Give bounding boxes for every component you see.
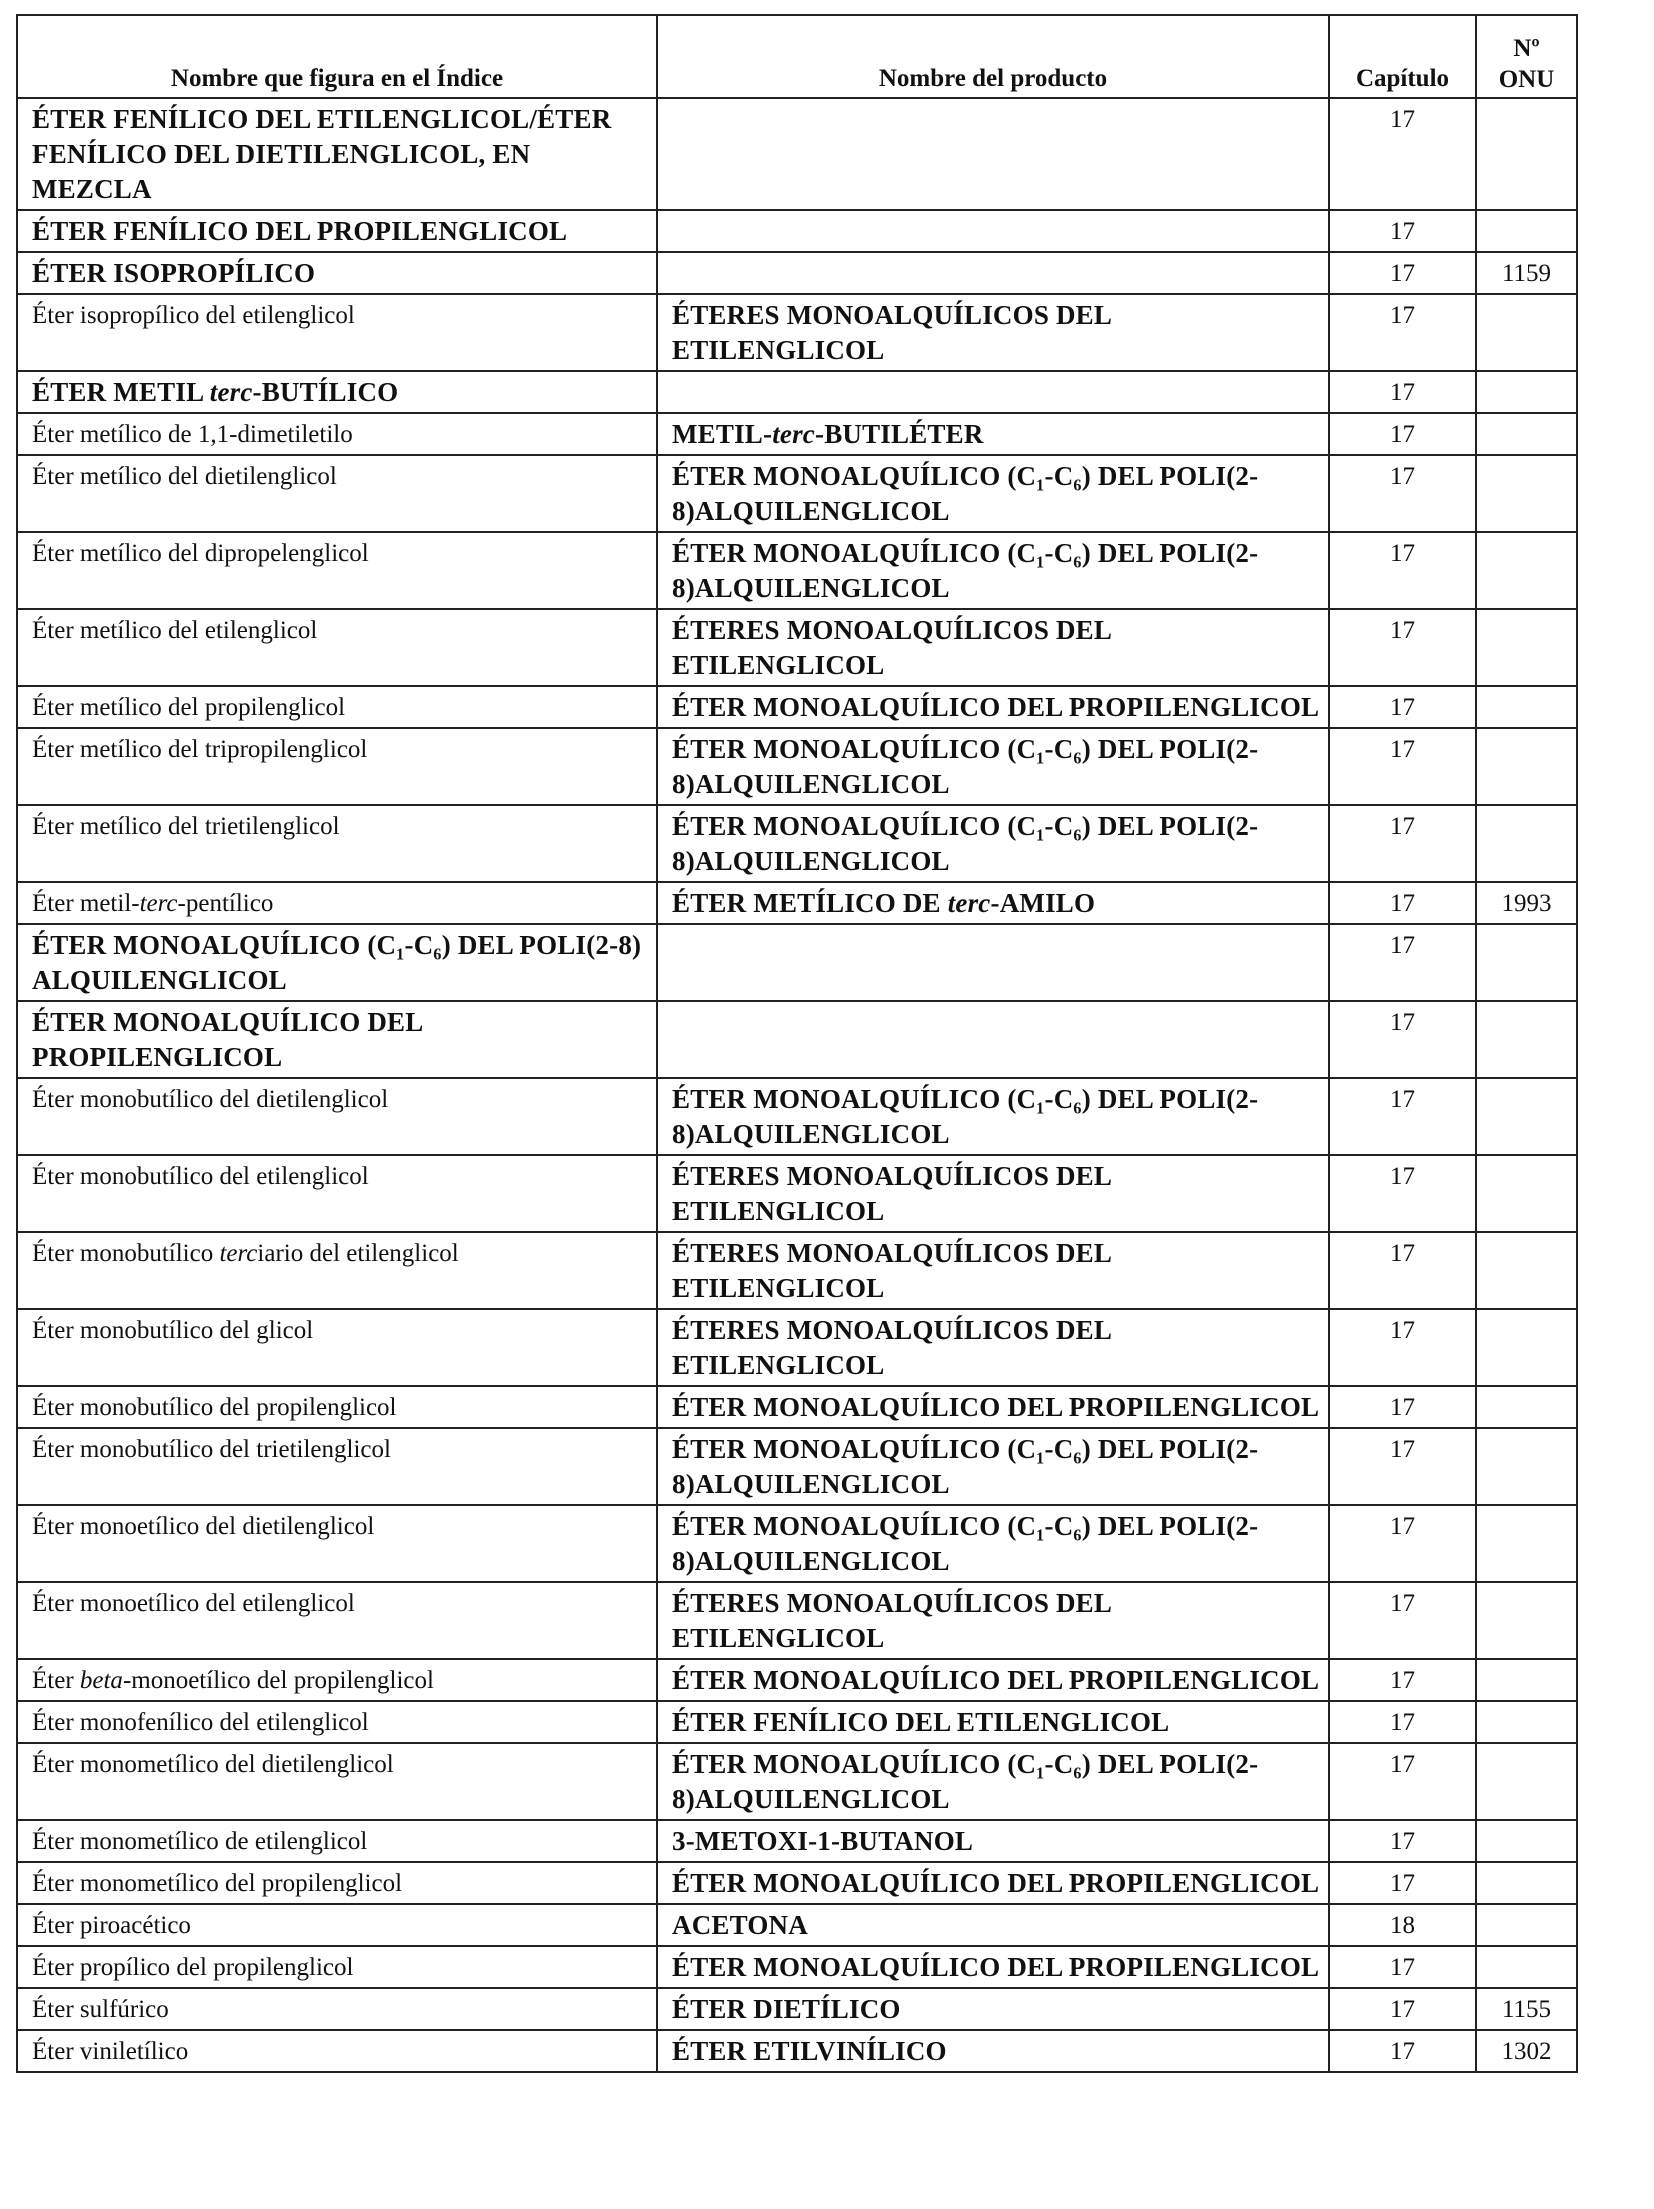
onu-cell xyxy=(1476,98,1577,210)
table-row xyxy=(17,1904,1577,1946)
product-name-cell: ÉTER ETILVINÍLICO xyxy=(657,2030,1329,2072)
chapter-cell: 17 xyxy=(1329,1820,1476,1862)
onu-cell xyxy=(1476,924,1577,1001)
product-name-cell: ÉTERES MONOALQUÍLICOS DEL ETILENGLICOL xyxy=(657,1155,1329,1232)
chapter-cell: 17 xyxy=(1329,882,1476,924)
index-name-cell: Éter monobutílico del dietilenglicol xyxy=(17,1078,657,1155)
index-name-cell: Éter monometílico de etilenglicol xyxy=(17,1820,657,1862)
index-name-cell: Éter viniletílico xyxy=(17,2030,657,2072)
chapter-cell: 17 xyxy=(1329,1505,1476,1582)
product-name-cell: ÉTER MONOALQUÍLICO DEL PROPILENGLICOL xyxy=(657,1659,1329,1701)
product-name-cell xyxy=(657,924,1329,1001)
product-name-cell: ACETONA xyxy=(657,1904,1329,1946)
index-name-cell: Éter sulfúrico xyxy=(17,1988,657,2030)
onu-cell xyxy=(1476,1659,1577,1701)
onu-cell xyxy=(1476,532,1577,609)
product-name-cell: ÉTER DIETÍLICO xyxy=(657,1988,1329,2030)
product-name-cell: ÉTER METÍLICO DE terc-AMILO xyxy=(657,882,1329,924)
index-name-cell: Éter monometílico del propilenglicol xyxy=(17,1862,657,1904)
table-body xyxy=(17,98,1577,2072)
onu-cell xyxy=(1476,1862,1577,1904)
chapter-cell: 17 xyxy=(1329,924,1476,1001)
product-name-cell: ÉTERES MONOALQUÍLICOS DEL ETILENGLICOL xyxy=(657,1582,1329,1659)
chapter-cell: 17 xyxy=(1329,1582,1476,1659)
table-row xyxy=(17,1505,1577,1582)
product-name-cell: ÉTER MONOALQUÍLICO DEL PROPILENGLICOL xyxy=(657,1946,1329,1988)
product-name-cell: ÉTERES MONOALQUÍLICOS DEL ETILENGLICOL xyxy=(657,609,1329,686)
onu-cell: 1993 xyxy=(1476,882,1577,924)
product-name-cell: 3-METOXI-1-BUTANOL xyxy=(657,1820,1329,1862)
index-name-cell: Éter monobutílico terciario del etilenglicol xyxy=(17,1232,657,1309)
onu-cell xyxy=(1476,1428,1577,1505)
chapter-cell: 17 xyxy=(1329,1386,1476,1428)
product-name-cell: ÉTER MONOALQUÍLICO (C₁-C₆) DEL POLI(2-8)ALQUILENGLICOL xyxy=(657,532,1329,609)
index-name-cell: ÉTER ISOPROPÍLICO xyxy=(17,252,657,294)
onu-cell xyxy=(1476,371,1577,413)
onu-cell: 1159 xyxy=(1476,252,1577,294)
chapter-cell: 17 xyxy=(1329,1659,1476,1701)
onu-cell xyxy=(1476,728,1577,805)
product-name-cell: ÉTER MONOALQUÍLICO (C₁-C₆) DEL POLI(2-8)ALQUILENGLICOL xyxy=(657,1743,1329,1820)
chapter-cell: 17 xyxy=(1329,1946,1476,1988)
onu-cell xyxy=(1476,1309,1577,1386)
table-row xyxy=(17,1582,1577,1659)
onu-cell: 1155 xyxy=(1476,1988,1577,2030)
onu-cell xyxy=(1476,1820,1577,1862)
table-row xyxy=(17,882,1577,924)
header-onu-line2: ONU xyxy=(1498,66,1555,93)
product-name-cell: ÉTERES MONOALQUÍLICOS DEL ETILENGLICOL xyxy=(657,1232,1329,1309)
product-name-cell: METIL-terc-BUTILÉTER xyxy=(657,413,1329,455)
chapter-cell: 17 xyxy=(1329,1743,1476,1820)
index-name-cell: Éter metílico del dipropelenglicol xyxy=(17,532,657,609)
header-onu xyxy=(1476,15,1577,98)
chapter-cell: 17 xyxy=(1329,1988,1476,2030)
table-row xyxy=(17,1820,1577,1862)
table-row xyxy=(17,924,1577,1001)
chapter-cell: 17 xyxy=(1329,609,1476,686)
onu-cell xyxy=(1476,1505,1577,1582)
product-name-cell xyxy=(657,252,1329,294)
chapter-cell: 17 xyxy=(1329,1701,1476,1743)
chapter-cell: 17 xyxy=(1329,252,1476,294)
index-name-cell: Éter propílico del propilenglicol xyxy=(17,1946,657,1988)
table-row xyxy=(17,1078,1577,1155)
index-name-cell: Éter monofenílico del etilenglicol xyxy=(17,1701,657,1743)
table-row xyxy=(17,1946,1577,1988)
onu-cell xyxy=(1476,1701,1577,1743)
table-row xyxy=(17,210,1577,252)
table-row xyxy=(17,532,1577,609)
table-row xyxy=(17,413,1577,455)
index-name-cell: Éter metílico del tripropilenglicol xyxy=(17,728,657,805)
table-row xyxy=(17,1862,1577,1904)
table-row xyxy=(17,686,1577,728)
chapter-cell: 17 xyxy=(1329,1862,1476,1904)
table-row xyxy=(17,1001,1577,1078)
chapter-cell: 17 xyxy=(1329,728,1476,805)
onu-cell: 1302 xyxy=(1476,2030,1577,2072)
onu-cell xyxy=(1476,1386,1577,1428)
index-name-cell: ÉTER MONOALQUÍLICO DEL PROPILENGLICOL xyxy=(17,1001,657,1078)
table-row xyxy=(17,252,1577,294)
product-name-cell: ÉTER MONOALQUÍLICO (C₁-C₆) DEL POLI(2-8)ALQUILENGLICOL xyxy=(657,1428,1329,1505)
product-name-cell: ÉTER MONOALQUÍLICO DEL PROPILENGLICOL xyxy=(657,1386,1329,1428)
header-onu-line1: Nº xyxy=(1513,35,1540,62)
index-name-cell: Éter monobutílico del trietilenglicol xyxy=(17,1428,657,1505)
product-name-cell xyxy=(657,98,1329,210)
header-product-name: Nombre del producto xyxy=(657,15,1329,98)
product-name-cell: ÉTER MONOALQUÍLICO (C₁-C₆) DEL POLI(2-8)ALQUILENGLICOL xyxy=(657,1078,1329,1155)
chapter-cell: 17 xyxy=(1329,686,1476,728)
chapter-cell: 17 xyxy=(1329,210,1476,252)
table-row xyxy=(17,609,1577,686)
index-name-cell: Éter monobutílico del propilenglicol xyxy=(17,1386,657,1428)
product-name-cell: ÉTERES MONOALQUÍLICOS DEL ETILENGLICOL xyxy=(657,294,1329,371)
index-name-cell: Éter metílico del etilenglicol xyxy=(17,609,657,686)
index-name-cell: Éter beta-monoetílico del propilenglicol xyxy=(17,1659,657,1701)
product-name-cell xyxy=(657,371,1329,413)
onu-cell xyxy=(1476,805,1577,882)
onu-cell xyxy=(1476,413,1577,455)
chapter-cell: 18 xyxy=(1329,1904,1476,1946)
chapter-cell: 17 xyxy=(1329,1232,1476,1309)
index-name-cell: ÉTER METIL terc-BUTÍLICO xyxy=(17,371,657,413)
table-row xyxy=(17,805,1577,882)
chapter-cell: 17 xyxy=(1329,98,1476,210)
table-row xyxy=(17,1743,1577,1820)
index-name-cell: Éter monoetílico del dietilenglicol xyxy=(17,1505,657,1582)
index-name-cell: Éter metílico del trietilenglicol xyxy=(17,805,657,882)
table-row xyxy=(17,2030,1577,2072)
index-table xyxy=(16,14,1578,2073)
onu-cell xyxy=(1476,1001,1577,1078)
chapter-cell: 17 xyxy=(1329,1078,1476,1155)
onu-cell xyxy=(1476,1743,1577,1820)
index-name-cell: Éter metil-terc-pentílico xyxy=(17,882,657,924)
onu-cell xyxy=(1476,1232,1577,1309)
index-name-cell: Éter monoetílico del etilenglicol xyxy=(17,1582,657,1659)
onu-cell xyxy=(1476,686,1577,728)
table-row xyxy=(17,1155,1577,1232)
index-name-cell: ÉTER FENÍLICO DEL ETILENGLICOL/ÉTER FENÍLICO DEL DIETILENGLICOL, EN MEZCLA xyxy=(17,98,657,210)
table-row xyxy=(17,1309,1577,1386)
product-name-cell: ÉTER MONOALQUÍLICO (C₁-C₆) DEL POLI(2-8)ALQUILENGLICOL xyxy=(657,455,1329,532)
product-name-cell xyxy=(657,210,1329,252)
onu-cell xyxy=(1476,1904,1577,1946)
index-name-cell: Éter monobutílico del glicol xyxy=(17,1309,657,1386)
index-name-cell: Éter metílico del propilenglicol xyxy=(17,686,657,728)
product-name-cell: ÉTER MONOALQUÍLICO (C₁-C₆) DEL POLI(2-8)ALQUILENGLICOL xyxy=(657,728,1329,805)
onu-cell xyxy=(1476,609,1577,686)
index-name-cell: Éter monometílico del dietilenglicol xyxy=(17,1743,657,1820)
table-row xyxy=(17,294,1577,371)
onu-cell xyxy=(1476,455,1577,532)
table-row xyxy=(17,371,1577,413)
index-name-cell: ÉTER FENÍLICO DEL PROPILENGLICOL xyxy=(17,210,657,252)
chapter-cell: 17 xyxy=(1329,2030,1476,2072)
table-row xyxy=(17,1701,1577,1743)
onu-cell xyxy=(1476,210,1577,252)
onu-cell xyxy=(1476,1155,1577,1232)
header-chapter: Capítulo xyxy=(1329,15,1476,98)
chapter-cell: 17 xyxy=(1329,1001,1476,1078)
product-name-cell: ÉTER MONOALQUÍLICO (C₁-C₆) DEL POLI(2-8)ALQUILENGLICOL xyxy=(657,805,1329,882)
chapter-cell: 17 xyxy=(1329,1309,1476,1386)
chapter-cell: 17 xyxy=(1329,294,1476,371)
index-name-cell: Éter isopropílico del etilenglicol xyxy=(17,294,657,371)
chapter-cell: 17 xyxy=(1329,1155,1476,1232)
table-row xyxy=(17,1428,1577,1505)
product-name-cell: ÉTERES MONOALQUÍLICOS DEL ETILENGLICOL xyxy=(657,1309,1329,1386)
document-page xyxy=(16,14,1576,2073)
table-row xyxy=(17,455,1577,532)
onu-cell xyxy=(1476,1582,1577,1659)
chapter-cell: 17 xyxy=(1329,1428,1476,1505)
table-row xyxy=(17,1659,1577,1701)
product-name-cell: ÉTER FENÍLICO DEL ETILENGLICOL xyxy=(657,1701,1329,1743)
table-row xyxy=(17,1386,1577,1428)
product-name-cell: ÉTER MONOALQUÍLICO (C₁-C₆) DEL POLI(2-8)ALQUILENGLICOL xyxy=(657,1505,1329,1582)
chapter-cell: 17 xyxy=(1329,413,1476,455)
table-row xyxy=(17,1232,1577,1309)
table-row xyxy=(17,1988,1577,2030)
header-index-name: Nombre que figura en el Índice xyxy=(17,15,657,98)
product-name-cell xyxy=(657,1001,1329,1078)
index-name-cell: ÉTER MONOALQUÍLICO (C₁-C₆) DEL POLI(2-8) ALQUILENGLICOL xyxy=(17,924,657,1001)
chapter-cell: 17 xyxy=(1329,805,1476,882)
index-name-cell: Éter metílico del dietilenglicol xyxy=(17,455,657,532)
table-row xyxy=(17,98,1577,210)
index-name-cell: Éter piroacético xyxy=(17,1904,657,1946)
chapter-cell: 17 xyxy=(1329,371,1476,413)
product-name-cell: ÉTER MONOALQUÍLICO DEL PROPILENGLICOL xyxy=(657,1862,1329,1904)
chapter-cell: 17 xyxy=(1329,532,1476,609)
index-name-cell: Éter monobutílico del etilenglicol xyxy=(17,1155,657,1232)
onu-cell xyxy=(1476,294,1577,371)
header-row xyxy=(17,15,1577,98)
table-row xyxy=(17,728,1577,805)
chapter-cell: 17 xyxy=(1329,455,1476,532)
product-name-cell: ÉTER MONOALQUÍLICO DEL PROPILENGLICOL xyxy=(657,686,1329,728)
onu-cell xyxy=(1476,1078,1577,1155)
index-name-cell: Éter metílico de 1,1-dimetiletilo xyxy=(17,413,657,455)
onu-cell xyxy=(1476,1946,1577,1988)
